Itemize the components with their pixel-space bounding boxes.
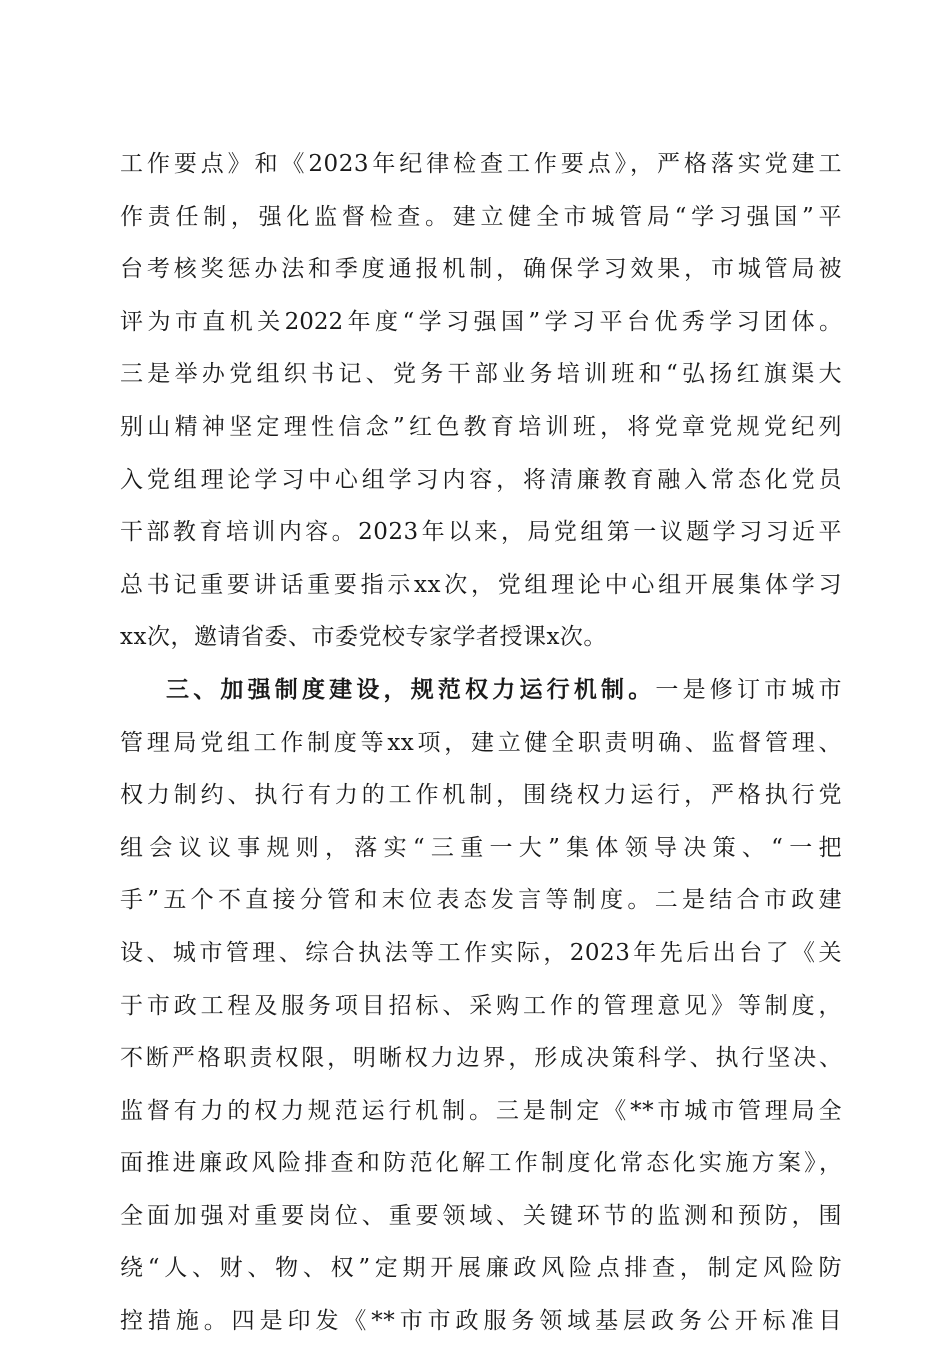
paragraph-line: 权力制约、执行有力的工作机制，围绕权力运行，严格执行党 (120, 782, 842, 809)
paragraph-line: 面推进廉政风险排查和防范化解工作制度化常态化实施方案》， (120, 1150, 842, 1177)
paragraph-line: 总书记重要讲话重要指示xx次，党组理论中心组开展集体学习 (120, 571, 842, 598)
paragraph-line: 手”五个不直接分管和末位表态发言等制度。二是结合市政建 (120, 887, 842, 914)
paragraph-line: 管理局党组工作制度等xx项，建立健全职责明确、监督管理、 (120, 729, 842, 756)
paragraph-line: 全面加强对重要岗位、重要领域、关键环节的监测和预防，围 (120, 1202, 842, 1229)
section-heading: 三、加强制度建设，规范权力运行机制。 (166, 676, 656, 703)
paragraph-line: 台考核奖惩办法和季度通报机制，确保学习效果，市城管局被 (120, 256, 842, 283)
paragraph-line: 组会议议事规则，落实“三重一大”集体领导决策、“一把 (120, 834, 842, 861)
section-heading-continuation: 一是修订市城市 (655, 676, 842, 703)
paragraph-line: 评为市直机关2022年度“学习强国”学习平台优秀学习团体。 (120, 308, 842, 335)
paragraph-line: 工作要点》和《2023年纪律检查工作要点》，严格落实党建工 (120, 151, 842, 177)
paragraph-line: 三是举办党组织书记、党务干部业务培训班和“弘扬红旗渠大 (120, 361, 842, 388)
paragraph-line: 监督有力的权力规范运行机制。三是制定《**市城市管理局全 (120, 1097, 842, 1124)
paragraph-line: 作责任制，强化监督检查。建立健全市城管局“学习强国”平 (120, 203, 842, 230)
paragraph-line: 设、城市管理、综合执法等工作实际，2023年先后出台了《关 (120, 939, 842, 966)
paragraph-line: 不断严格职责权限，明晰权力边界，形成决策科学、执行坚决、 (120, 1045, 842, 1072)
paragraph-line: 绕“人、财、物、权”定期开展廉政风险点排查，制定风险防 (120, 1255, 842, 1282)
paragraph-line: xx次，邀请省委、市委党校专家学者授课x次。 (120, 624, 607, 651)
paragraph-line: 别山精神坚定理性信念”红色教育培训班，将党章党规党纪列 (120, 413, 842, 440)
document-body (120, 138, 842, 1348)
paragraph-line: 于市政工程及服务项目招标、采购工作的管理意见》等制度， (120, 992, 842, 1019)
paragraph-line: 干部教育培训内容。2023年以来，局党组第一议题学习习近平 (120, 519, 842, 546)
section-heading-line (120, 664, 842, 717)
paragraph-line: 入党组理论学习中心组学习内容，将清廉教育融入常态化党员 (120, 466, 842, 493)
paragraph-line: 控措施。四是印发《**市市政服务领域基层政务公开标准目 (120, 1308, 842, 1335)
